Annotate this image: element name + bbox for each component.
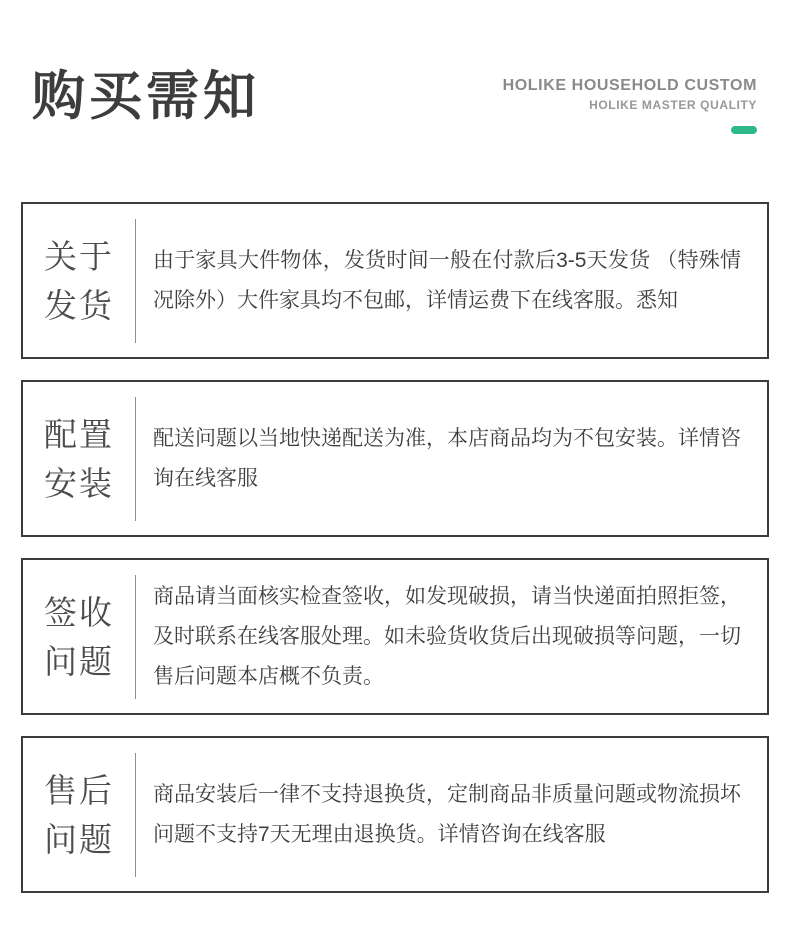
notice-label-line1: 签收: [44, 593, 114, 631]
header: [0, 0, 790, 202]
notice-label: [23, 588, 135, 686]
brand-block: [503, 77, 757, 134]
notice-box-shipping: [21, 202, 769, 359]
brand-name-text: HOLIKE HOUSEHOLD CUSTOM: [502, 77, 757, 94]
notice-text: 配送问题以当地快递配送为准，本店商品均为不包安装。详情咨询在线客服: [153, 426, 741, 490]
notice-label-line2: 发货: [44, 286, 114, 324]
notice-text: 商品请当面核实检查签收，如发现破损，请当快递面拍照拒签，及时联系在线客服处理。如未验货收货后出现破损等问题，一切售后问题本店概不负责。: [153, 584, 741, 688]
notice-label: [23, 766, 135, 864]
notice-box-installation: [21, 380, 769, 537]
accent-dash: [731, 126, 757, 134]
brand-slogan-text: HOLIKE MASTER QUALITY: [589, 97, 757, 112]
notice-list: [0, 202, 790, 893]
notice-label-line2: 问题: [44, 642, 114, 680]
notice-box-sign-receipt: [21, 558, 769, 715]
notice-label: [23, 232, 135, 330]
notice-label: [23, 410, 135, 508]
notice-label-line1: 售后: [44, 771, 114, 809]
notice-label-line1: 配置: [44, 415, 114, 453]
notice-text: 商品安装后一律不支持退换货，定制商品非质量问题或物流损坏问题不支持7天无理由退换货。详情咨询在线客服: [153, 782, 741, 846]
notice-box-after-sales: [21, 736, 769, 893]
page-title: 购买需知: [32, 67, 260, 126]
notice-label-line1: 关于: [44, 237, 114, 275]
notice-text: 由于家具大件物体，发货时间一般在付款后3-5天发货 （特殊情况除外）大件家具均不包邮，详情运费下在线客服。悉知: [153, 248, 741, 312]
notice-label-line2: 问题: [44, 820, 114, 858]
notice-label-line2: 安装: [44, 464, 114, 502]
